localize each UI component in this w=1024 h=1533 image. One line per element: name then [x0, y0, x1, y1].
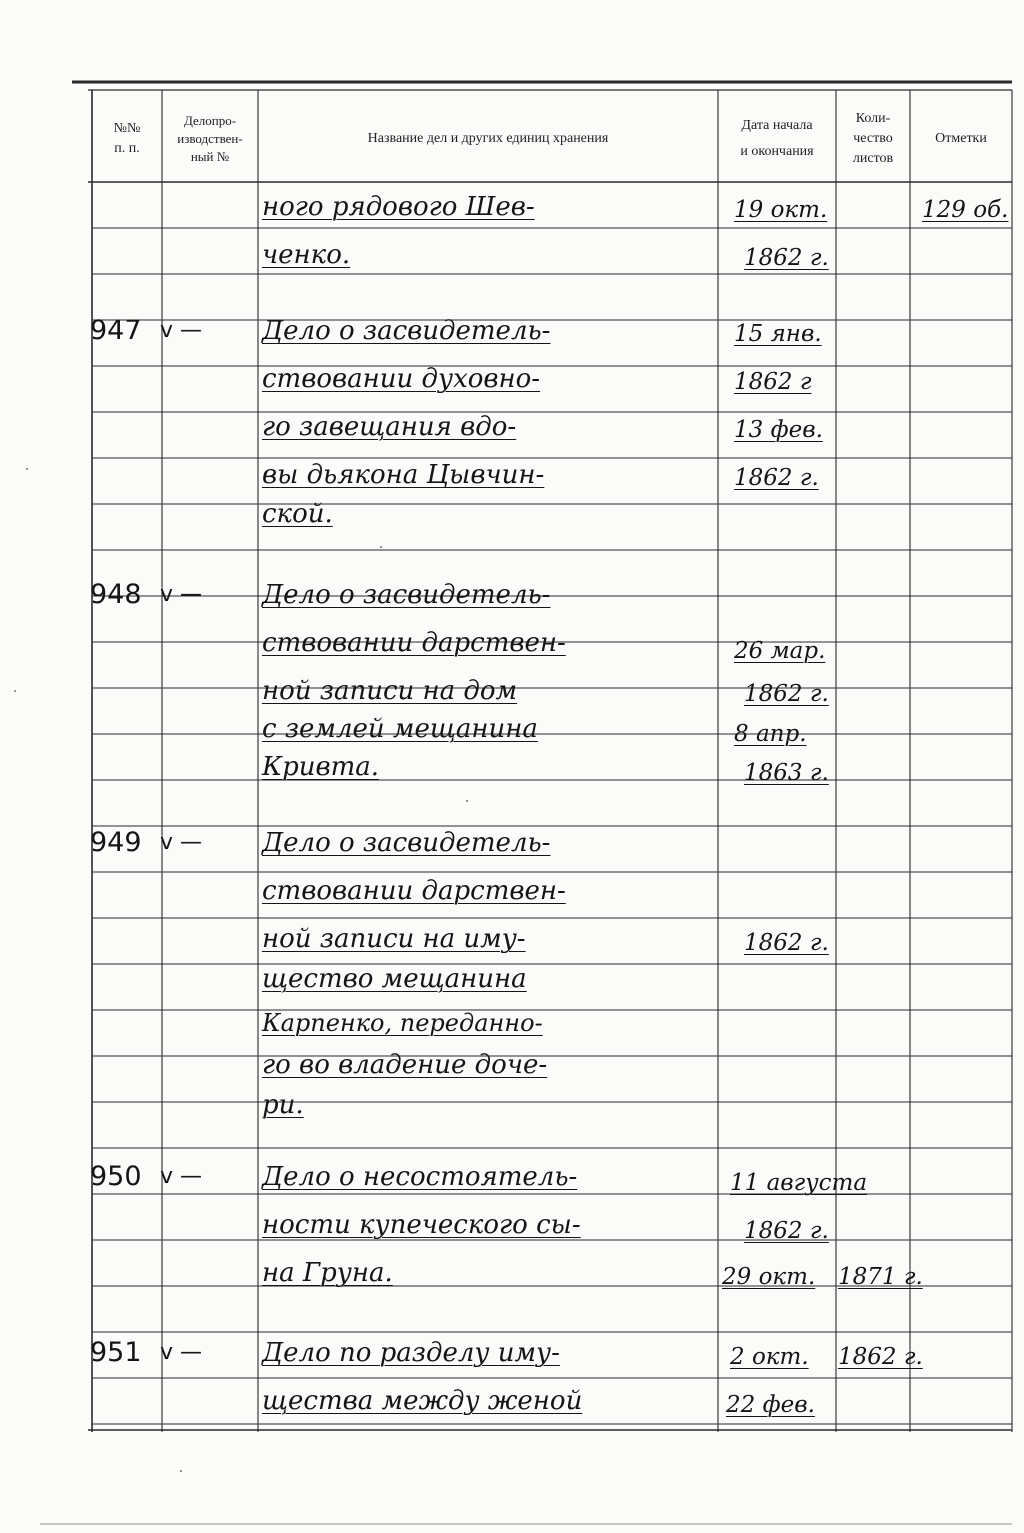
- title-line: ствовании дарствен-: [262, 628, 566, 658]
- check-mark: v —: [160, 1164, 203, 1189]
- title-line: ченко.: [262, 240, 351, 270]
- title-line: ствовании дарствен-: [262, 876, 566, 906]
- check-mark: v —: [160, 1340, 203, 1365]
- date-line: 8 апр.: [734, 721, 807, 747]
- date-line: 1862 г.: [744, 681, 829, 707]
- title-line: на Груна.: [262, 1258, 393, 1288]
- title-line: го во владение доче-: [262, 1050, 548, 1080]
- paper-speck: [466, 800, 468, 802]
- header-dates: Дата начала и окончания: [740, 118, 814, 159]
- check-mark: v —: [160, 582, 203, 607]
- date-line: 13 фев.: [734, 417, 823, 443]
- paper-speck: [26, 468, 28, 470]
- title-line: Дело по разделу иму-: [262, 1338, 560, 1368]
- title-line: Карпенко, переданно-: [262, 1009, 543, 1037]
- paper-speck: [14, 690, 16, 692]
- title-line: Кривта.: [262, 752, 380, 782]
- title-line: щество мещанина: [262, 964, 527, 994]
- entry-number: 951: [90, 1337, 142, 1368]
- sheets-count: 1862 г.: [838, 1344, 923, 1370]
- title-line: го завещания вдо-: [262, 412, 517, 442]
- date-line: 1862 г: [734, 369, 812, 395]
- title-line: Дело о засвидетель-: [262, 828, 551, 858]
- entry-number: 949: [90, 827, 142, 858]
- header-office-number: Делопро- изводствен- ный №: [177, 113, 243, 164]
- title-line: ри.: [262, 1090, 304, 1120]
- entry-number: 950: [90, 1161, 142, 1192]
- check-mark: v —: [160, 830, 203, 855]
- header-sheets: Коли- чество листов: [852, 111, 894, 166]
- entry-number: 948: [90, 579, 142, 610]
- date-line: 1862 г.: [744, 930, 829, 956]
- title-line: ного рядового Шев-: [262, 192, 535, 222]
- date-line: 15 янв.: [734, 321, 822, 347]
- date-line: 2 окт.: [730, 1344, 809, 1370]
- title-line: Дело о засвидетель-: [262, 580, 551, 610]
- date-line: 11 августа: [730, 1170, 868, 1196]
- title-line: ной записи на иму-: [262, 924, 526, 954]
- title-line: щества между женой: [262, 1386, 583, 1416]
- title-line: ности купеческого сы-: [262, 1210, 581, 1240]
- ruled-lines: [40, 82, 1012, 1524]
- title-line: с землей мещанина: [262, 714, 538, 744]
- title-line: Дело о засвидетель-: [262, 316, 551, 346]
- date-line: 1862 г.: [734, 465, 819, 491]
- paper-speck: [380, 546, 382, 548]
- header-notes: Отметки: [935, 131, 987, 146]
- header-title: Название дел и других единиц хранения: [367, 131, 609, 146]
- title-line: ной записи на дом: [262, 676, 518, 706]
- date-line: 1863 г.: [744, 760, 829, 786]
- date-line: 22 фев.: [726, 1392, 815, 1418]
- title-line: вы дьякона Цывчин-: [262, 460, 545, 490]
- header-number: №№ п. п.: [113, 121, 141, 156]
- date-line: 1862 г.: [744, 245, 829, 271]
- entry-number: 947: [90, 315, 142, 346]
- date-line: 29 окт.: [722, 1264, 816, 1290]
- paper-speck: [180, 1470, 182, 1472]
- title-line: ской.: [262, 499, 333, 529]
- title-line: Дело о несостоятель-: [262, 1162, 578, 1192]
- date-line: 19 окт.: [734, 197, 828, 223]
- date-line: 1862 г.: [744, 1218, 829, 1244]
- check-mark: v —: [160, 318, 203, 343]
- date-line: 26 мар.: [734, 638, 826, 664]
- sheets-count: 1871 г.: [838, 1264, 923, 1290]
- note-text: 129 об.: [922, 197, 1009, 223]
- title-line: ствовании духовно-: [262, 364, 541, 394]
